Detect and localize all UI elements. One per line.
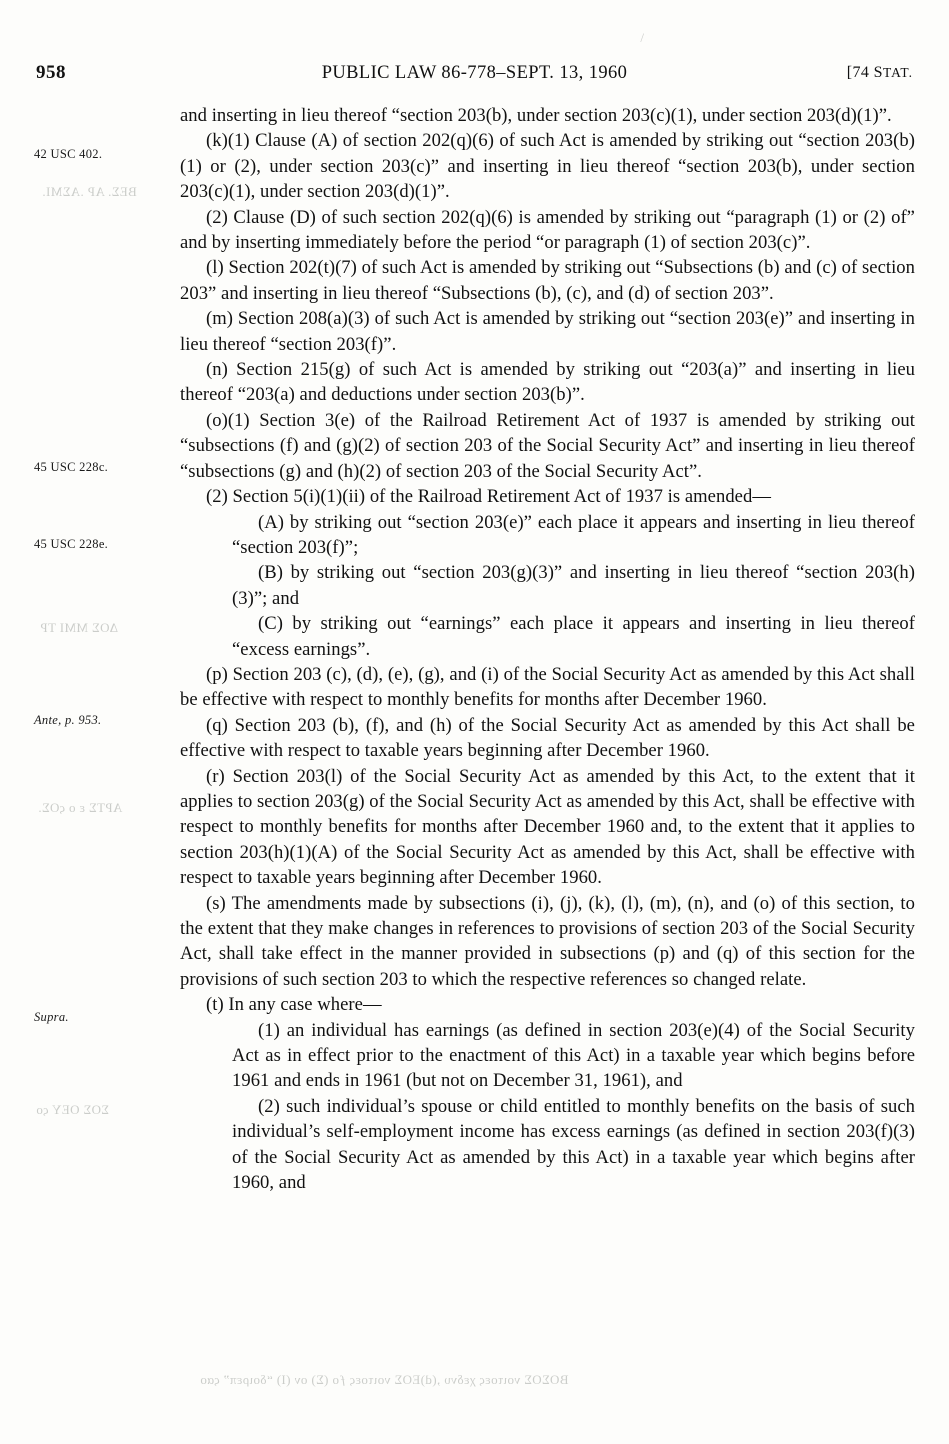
paragraph: (o)(1) Section 3(e) of the Railroad Retirement Act of 1937 is amended by striking out “subsections (f) and (g)(2) of section 203 of the Social Security Act” and inserting in lieu thereof “subsections (g) and (h)(2) of section 203 of the Social Security Act”. <box>180 409 915 482</box>
paragraph: (C) by striking out “earnings” each place it appears and inserting in lieu thereof “excess earnings”. <box>232 613 915 660</box>
statute-citation-bracket: [74 S <box>846 64 883 81</box>
running-head-title: PUBLIC LAW 86-778–SEPT. 13, 1960 <box>321 63 628 83</box>
paragraph: (2) Section 5(i)(1)(ii) of the Railroad Retirement Act of 1937 is amended— <box>206 486 771 508</box>
paragraph: (l) Section 202(t)(7) of such Act is amended by striking out “Subsections (b) and (c) of section 203” and inserting in lieu thereof “Subsections (b), (c), and (d) of section 203”. <box>180 257 915 304</box>
bleedthrough-text: ΒΕΣ. ΑΡ .ΑΣΜΙ. <box>42 184 137 199</box>
margin-notes <box>34 100 174 1400</box>
statute-citation-smallcaps: TAT. <box>882 65 913 80</box>
paragraph: (t) In any case where— <box>206 994 382 1016</box>
paragraph: (m) Section 208(a)(3) of such Act is amended by striking out “section 203(e)” and inserting in lieu thereof “section 203(f)”. <box>180 308 915 355</box>
paragraph: (s) The amendments made by subsections (i), (j), (k), (l), (m), (n), and (o) of this section, to the extent that they make changes in references to provisions of section 203 of the Social Security Act, shall take effect in the manner provided in subsections (p) and (q) of this section for the provisions of such section 203 to which the respective references so changed relate. <box>180 892 915 990</box>
bleedthrough-text: ΣΟΣ ΟΕΥ ςο <box>36 1102 109 1117</box>
paragraph: (r) Section 203(l) of the Social Security Act as amended by this Act, to the extent that it applies to section 203(g) of the Social Security Act as amended by this Act, shall be effective with respect to monthly benefits for months after December 1960 and, to the extent that it applies to section 203(h)(1)(A) of the Social Security Act as amended by this Act, shall be effective with respect to taxable years beginning after December 1960. <box>180 765 915 889</box>
paragraph: and inserting in lieu thereof “section 203(b), under section 203(c)(1), under section 203(d)(1)”. <box>180 105 892 126</box>
margin-note: 45 USC 228c. <box>34 460 109 474</box>
body-column <box>180 103 915 1195</box>
paragraph: (A) by striking out “section 203(e)” each place it appears and inserting in lieu thereof “section 203(f)”; <box>232 511 915 558</box>
bleedthrough-text: ΒΟΣΟΣ νοιτοες χεδνυ ,(d)ΕΟΣ νοιτοες ƒο (Σ) ον (Ι) “δοιρεπ” ςαο <box>200 1372 569 1387</box>
paragraph: (q) Section 203 (b), (f), and (h) of the Social Security Act as amended by this Act shall be effective with respect to taxable years beginning after December 1960. <box>180 714 915 762</box>
bleedthrough-text: ΔΟΣ ΜΜΙ ΤΡ <box>40 620 118 635</box>
paragraph: (k)(1) Clause (A) of section 202(q)(6) of such Act is amended by striking out “section 203(b)(1) or (2), under section 203(c)” and inserting in lieu thereof “section 203(b), under section 203(c)(1), under section 203(d)(1)”. <box>180 130 915 203</box>
bleedthrough-text: ΑΡΤΣ ε ο ςΟΣ. <box>38 800 123 815</box>
paragraph: (2) such individual’s spouse or child entitled to monthly benefits on the basis of such individual’s self-employment income has excess earnings (as defined in section 203(f)(3) of the Social Security Act as amended by this Act) in a taxable year which begins after 1960, and <box>232 1095 915 1194</box>
paragraph: (p) Section 203 (c), (d), (e), (g), and (i) of the Social Security Act as amended by this Act shall be effective with respect to monthly benefits for months after December 1960. <box>180 663 915 711</box>
margin-note: 42 USC 402. <box>34 147 103 161</box>
margin-note: 45 USC 228e. <box>34 537 109 551</box>
statute-citation <box>847 64 913 82</box>
bleedthrough-mark: \ <box>640 30 645 45</box>
page-number: 958 <box>36 62 66 83</box>
paragraph: (1) an individual has earnings (as defined in section 203(e)(4) of the Social Security Act as in effect prior to the enactment of this Act) in a taxable year which begins before 1961 and ends in 1961 (but not on December 31, 1961), and <box>232 1019 915 1092</box>
margin-note: Ante, p. 953. <box>34 713 102 727</box>
running-head <box>0 62 949 86</box>
paragraph: (n) Section 215(g) of such Act is amended by striking out “203(a)” and inserting in lieu thereof “203(a) and deductions under section 203(b)”. <box>180 359 915 406</box>
margin-note: Supra. <box>34 1010 69 1024</box>
paragraph: (2) Clause (D) of such section 202(q)(6) is amended by striking out “paragraph (1) or (2) of” and by inserting immediately before the period “or paragraph (1) of section 203(c)”. <box>180 206 915 254</box>
paragraph: (B) by striking out “section 203(g)(3)” and inserting in lieu thereof “section 203(h)(3)”; and <box>232 562 915 609</box>
